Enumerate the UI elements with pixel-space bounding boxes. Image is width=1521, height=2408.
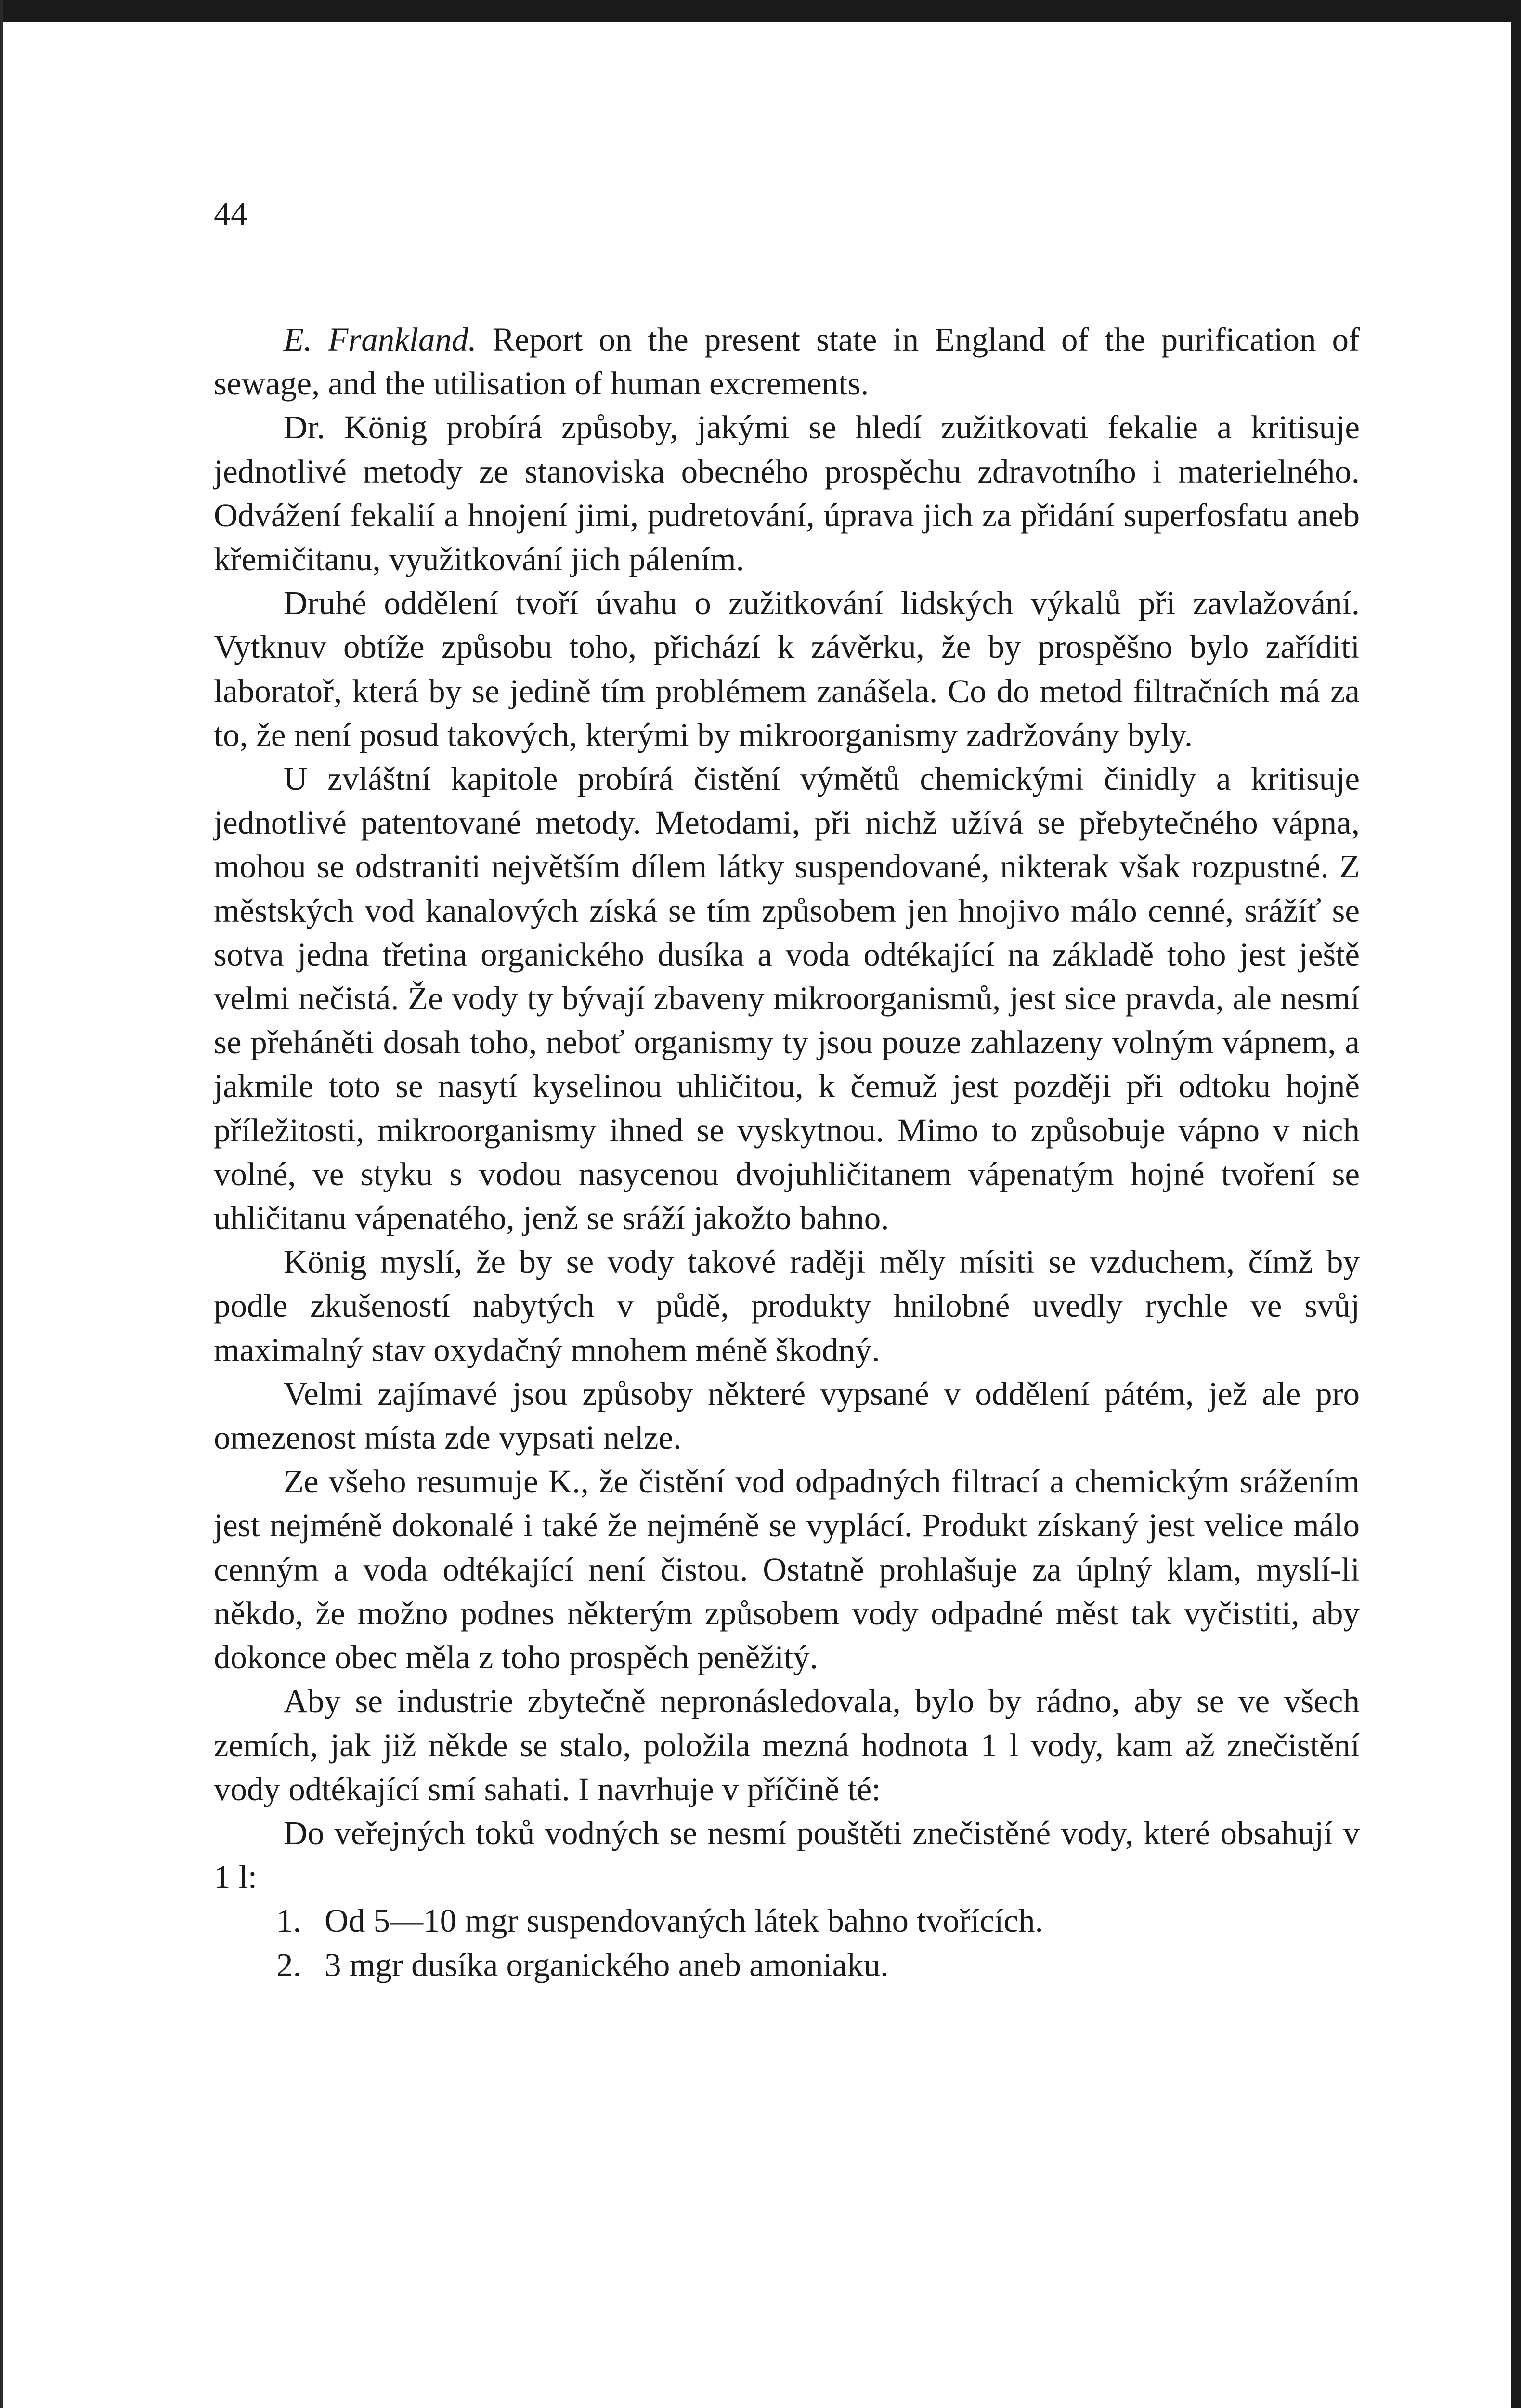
scan-border-top (0, 0, 1521, 22)
paragraph: König myslí, že by se vody takové raději měly mísiti se vzduchem, čímž by podle zkušeností nabytých v půdě, produkty hnilobné uvedly rychle ve svůj maximalný stav oxydačný mnohem méně škodný. (214, 1243, 1360, 1368)
paragraph: Velmi zajímavé jsou způsoby některé vypsané v oddělení pátém, jež ale pro omezenost místa zde vypsati nelze. (214, 1375, 1360, 1456)
paragraph: U zvláštní kapitole probírá čistění výmětů chemickými činidly a kritisuje jednotlivé patentované metody. Metodami, při nichž užívá se přebytečného vápna, mohou se odstraniti největším dílem látky suspendované, nikterak však rozpustné. Z městských vod kanalových získá se tím způsobem jen hnojivo málo cenné, srážíť se sotva jedna třetina organického dusíka a voda odtékající na základě toho jest ještě velmi nečistá. Že vody ty bývají zbaveny mikroorganismů, jest sice pravda, ale nesmí se přeháněti dosah toho, neboť organismy ty jsou pouze zahlazeny volným vápnem, a jakmile toto se nasytí kyselinou uhličitou, k čemuž jest později při odtoku hojně příležitosti, mikroorganismy ihned se vyskytnou. Mimo to způsobuje vápno v nich volné, ve styku s vodou nasycenou dvojuhličitanem vápenatým hojné tvoření se uhličitanu vápenatého, jenž se sráží jakožto bahno. (214, 760, 1360, 1237)
list-item (214, 1899, 1360, 1943)
list-item-number: 1. (276, 1902, 301, 1939)
paragraph: Ze všeho resumuje K., že čistění vod odpadných filtrací a chemickým srážením jest nejméně dokonalé i také že nejméně se vyplácí. Produkt získaný jest velice málo cenným a voda odtékající není čistou. Ostatně prohlašuje za úplný klam, myslí-li někdo, že možno podnes některým způsobem vody odpadné měst tak vyčistiti, aby dokonce obec měla z toho prospěch peněžitý. (214, 1463, 1360, 1676)
list-item-text: Od 5—10 mgr suspendovaných látek bahno tvořících. (325, 1902, 1043, 1939)
paragraph: Druhé oddělení tvoří úvahu o zužitkování lidských výkalů při zavlažování. Vytknuv obtíže způsobu toho, přichází k závěrku, že by prospěšno bylo zaříditi laboratoř, která by se jedině tím problémem zanášela. Co do metod filtračních má za to, že není posud takových, kterými by mikroorganismy zadržovány byly. (214, 585, 1360, 753)
paragraph: Do veřejných toků vodných se nesmí pouštěti znečistěné vody, které obsahují v 1 l: (214, 1814, 1360, 1896)
list-item-text: 3 mgr dusíka organického aneb amoniaku. (325, 1946, 889, 1983)
page-number: 44 (214, 196, 247, 233)
list-item-number: 2. (276, 1946, 301, 1983)
paragraph-reference (214, 318, 1360, 406)
scan-border-left (0, 0, 3, 2408)
page-body (214, 193, 1360, 1987)
paragraph: Aby se industrie zbytečně nepronásledovala, bylo by rádno, aby se ve všech zemích, jak již někde se stalo, položila mezná hodnota 1 l vody, kam až znečistění vody odtékající smí sahati. I navrhuje v příčině té: (214, 1683, 1360, 1807)
reference-author: E. Frankland. (283, 321, 477, 358)
list-item (214, 1943, 1360, 1987)
paragraph: Dr. König probírá způsoby, jakými se hledí zužitkovati fekalie a kritisuje jednotlivé metody ze stanoviska obecného prospěchu zdravotního i materielného. Odvážení fekalií a hnojení jimi, pudretování, úprava jich za přidání superfosfatu aneb křemičitanu, využitkování jich pálením. (214, 409, 1360, 578)
limits-list (214, 1899, 1360, 1987)
reference-title: Report on the present state in England of the purification of sewage, and the utilisation of human excrements. (214, 321, 1360, 402)
scan-border-right (1511, 0, 1521, 2408)
